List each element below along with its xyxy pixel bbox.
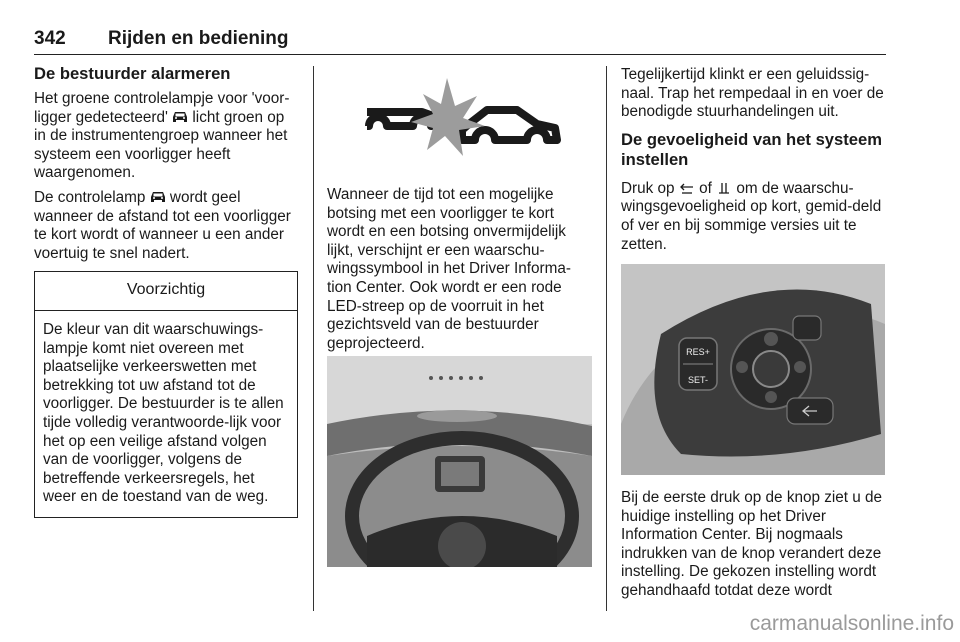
following-distance-icon <box>716 181 732 195</box>
section-heading-sensitivity: De gevoeligheid van het systeem instellen <box>621 129 882 169</box>
windshield-led-figure <box>327 356 592 567</box>
paragraph-first-press: Bij de eerste druk op de knop ziet u de huidige instelling op het Driver Information Center. Bij nogmaals indrukken van de knop verandert deze instelling. De gekozen instelling wordt gehandhaafd totdat deze wordt <box>621 489 883 599</box>
collision-warning-figure <box>327 66 593 176</box>
section-heading-alert: De bestuurder alarmeren <box>34 64 231 83</box>
column-3 <box>621 66 887 260</box>
column-1 <box>34 64 298 518</box>
res-plus-label: RES+ <box>686 347 710 357</box>
following-distance-icon <box>679 181 695 195</box>
set-minus-label: SET- <box>687 375 709 385</box>
section-title: Rijden en bediening <box>108 28 289 49</box>
watermark: carmanualsonline.info <box>749 612 954 635</box>
page-header <box>34 24 886 55</box>
column-3-continued <box>621 489 887 607</box>
paragraph-green-lamp: Het groene controlelampje voor 'voor-ligger gedetecteerd' licht groen op in de instrumentengroep wanneer het systeem een voorligger heeft waargenomen. <box>34 90 290 182</box>
paragraph-yellow-lamp: De controlelamp wordt geel wanneer de afstand tot een voorligger te kort wordt of wanneer u een ander voertuig te snel nadert. <box>34 188 291 262</box>
page-number: 342 <box>34 28 66 49</box>
vehicle-ahead-icon <box>172 111 188 124</box>
column-divider-1 <box>313 66 314 611</box>
caution-title: Voorzichtig <box>35 272 297 311</box>
caution-box <box>34 271 298 518</box>
paragraph-signal: Tegelijkertijd klinkt er een geluidssig-naal. Trap het rempedaal in en voer de benodigde stuurhandelingen uit. <box>621 66 884 121</box>
vehicle-ahead-icon <box>150 191 166 204</box>
paragraph-sensitivity: Druk op of om de waarschu-wingsgevoeligheid op kort, gemid-deld of ver en bij sommige versies uit te zetten. <box>621 179 882 253</box>
paragraph-collision-warning: Wanneer de tijd tot een mogelijke botsing met een voorligger te kort wordt en een botsing onvermijdelijk lijkt, verschijnt er een waarschu-wingssymbool in het Driver Informa-tion Center. Ook wordt er een rode LED-streep op de voorruit in het gezichtsveld van de bestuurder geprojecteerd. <box>327 186 571 352</box>
column-divider-2 <box>606 66 607 611</box>
steering-wheel-figure <box>621 264 885 475</box>
column-2 <box>327 186 593 359</box>
caution-text: De kleur van dit waarschuwings-lampje komt niet overeen met plaatselijke verkeerswetten met betrekking tot uw afstand tot de voorligger. De bestuurder is te allen tijde volledig verantwoorde-lijk voor het op een veilige afstand volgen van de voorligger, volgens de betreffende verkeersregels, het weer en de toestand van de weg. <box>43 320 284 506</box>
